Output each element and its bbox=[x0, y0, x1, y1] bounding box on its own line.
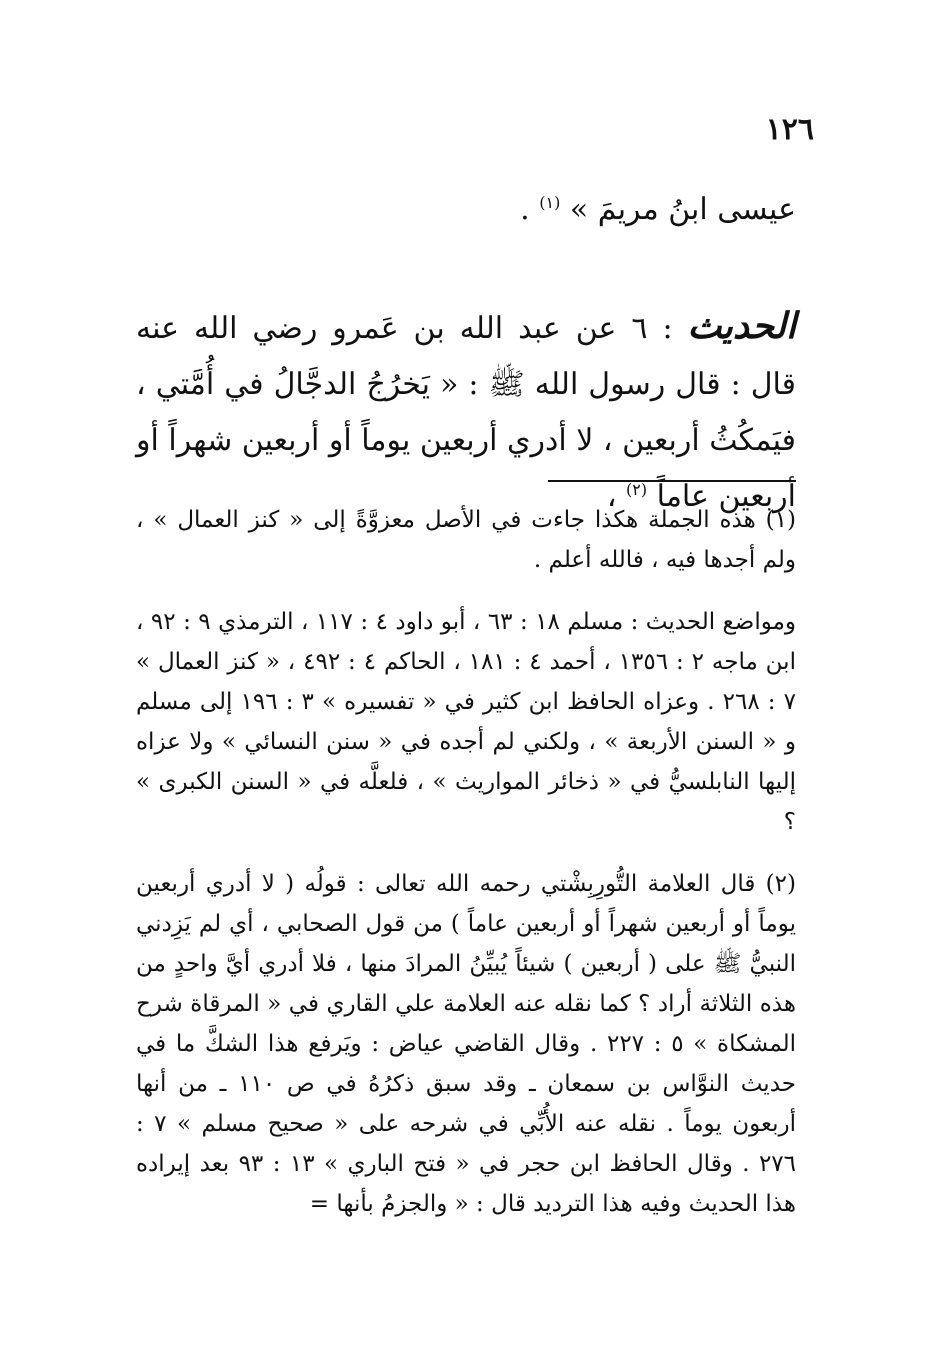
continuation-text: عيسى ابنُ مريمَ » bbox=[560, 192, 796, 227]
main-text bbox=[136, 182, 796, 525]
footnote-sources: ومواضع الحديث : مسلم ١٨ : ٦٣ ، أبو داود ٤ : ١١٧ ، الترمذي ٩ : ٩٢ ، ابن ماجه ٢ : ١٣٥٦ ، أحمد ٤ : ١٨١ ، الحاكم ٤ : ٤٩٢ ، « كنز العمال » ٧ : ٢٦٨ . وعزاه الحافظ ابن كثير في « تفسيره » ٣ : ١٩٦ إلى مسلم و « السنن الأربعة » ، ولكني لم أجده في « سنن النسائي » ولا عزاه إليها النابلسيُّ في « ذخائر المواريث » ، فلعلَّه في « السنن الكبرى » ؟ bbox=[136, 609, 797, 835]
footnote-2: (٢) قال العلامة التُّورِبِشْتي رحمه الله تعالى : قولُه ( لا أدري أربعين يوماً أو أربعين شهراً أو أربعين عاماً ) من قول الصحابي ، أي لم يَزِدني النبيُّ ﷺ على ( أربعين ) شيئاً يُبيِّنُ المرادَ منها ، فلا أدري أيَّ واحدٍ من هذه الثلاثة أراد ؟ كما نقله عنه العلامة علي القاري في « المرقاة شرح المشكاة » ٥ : ٢٢٧ . وقال القاضي عياض : ويَرفع هذا الشكَّ ما في حديث النوَّاس بن سمعان ـ وقد سبق ذكرُهُ في ص ١١٠ ـ من أنها أربعون يوماً . نقله عنه الأُبِّي في شرحه على « صحيح مسلم » ٧ : ٢٧٦ . وقال الحافظ ابن حجر في « فتح الباري » ١٣ : ٩٣ بعد إيراده هذا الحديث وفيه هذا الترديد قال : « والجزمُ بأنها = bbox=[136, 871, 797, 1217]
hadith-paragraph bbox=[136, 298, 796, 525]
footnotes bbox=[136, 500, 796, 1246]
hadith-end: ، bbox=[606, 479, 627, 514]
hadith-text: : ٦ عن عبد الله بن عَمرو رضي الله عنه قال : قال رسول الله ﷺ : « يَخرُجُ الدجَّالُ في أُمَّتي ، فيَمكُثُ أربعين ، لا أدري أربعين يوماً أو أربعين شهراً أو أربعين عاماً bbox=[136, 311, 796, 514]
page-number: ١٢٦ bbox=[765, 112, 814, 147]
footnote-ref-1: (١) bbox=[539, 193, 561, 212]
footnote-1: (١) هذه الجملة هكذا جاءت في الأصل معزوَّةً إلى « كنز العمال » ، ولم أجدها فيه ، فالله أعلم . bbox=[136, 507, 796, 573]
footnote-divider bbox=[548, 480, 796, 482]
continuation-line bbox=[136, 182, 796, 238]
hadith-heading: الحديث bbox=[687, 305, 796, 347]
footnote-ref-2: (٢) bbox=[626, 480, 648, 499]
continuation-end: . bbox=[520, 192, 540, 227]
